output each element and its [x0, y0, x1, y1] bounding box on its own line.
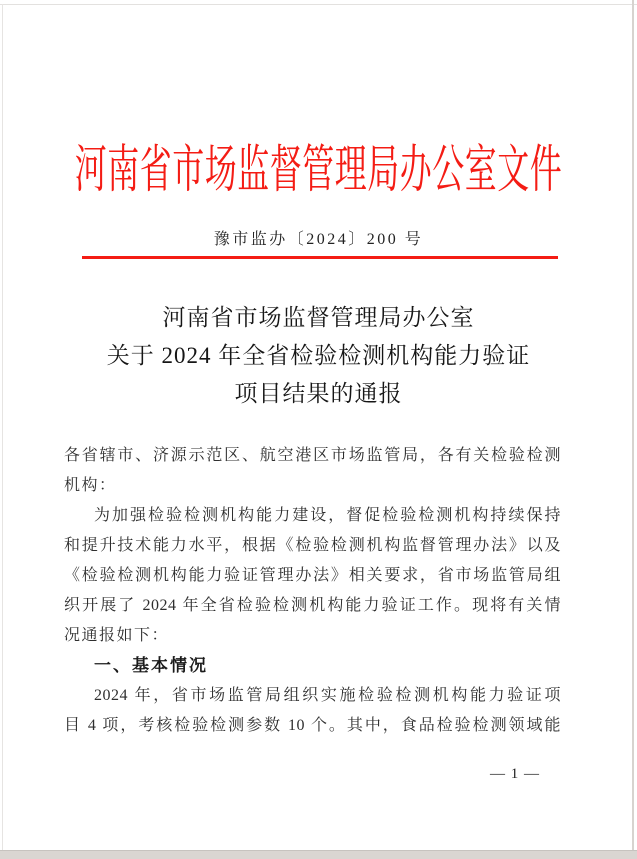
document-title-line: 项目结果的通报 — [234, 381, 403, 406]
document-title-line: 关于 2024 年全省检验检测机构能力验证 — [106, 343, 531, 368]
body-paragraphs — [64, 441, 561, 741]
document-title — [0, 299, 637, 413]
scan-edge-right — [632, 0, 634, 851]
masthead-title: 河南省市场监督管理局办公室文件 — [74, 140, 563, 199]
body-line: 目 4 项，考核检验检测参数 10 个。其中，食品检验检测领域能 — [64, 717, 561, 734]
body-line: 为加强检验检测机构能力建设，督促检验检测机构持续保持 — [94, 507, 561, 524]
body-line: 各省辖市、济源示范区、航空港区市场监管局，各有关检验检测 — [64, 447, 561, 464]
body-line: 2024 年，省市场监管局组织实施检验检测机构能力验证项 — [94, 687, 561, 704]
masthead — [0, 130, 637, 202]
scan-edge-top — [0, 4, 637, 5]
document-title-line: 河南省市场监督管理局办公室 — [162, 305, 475, 330]
document-number: 豫市监办〔2024〕200 号 — [213, 231, 424, 248]
body-line: 《检验检测机构能力验证管理办法》相关要求，省市场监管局组 — [64, 567, 561, 584]
scan-edge-bottom — [0, 850, 637, 859]
body-line: 织开展了 2024 年全省检验检测机构能力验证工作。现将有关情 — [64, 597, 561, 614]
body-line: 机构： — [64, 477, 117, 494]
body-line: 况通报如下： — [64, 627, 170, 644]
body-line: 和提升技术能力水平，根据《检验检测机构监督管理办法》以及 — [64, 537, 561, 554]
page-number: — 1 — — [490, 766, 540, 782]
section-heading: 一、基本情况 — [94, 656, 208, 675]
red-separator-line — [82, 256, 558, 259]
